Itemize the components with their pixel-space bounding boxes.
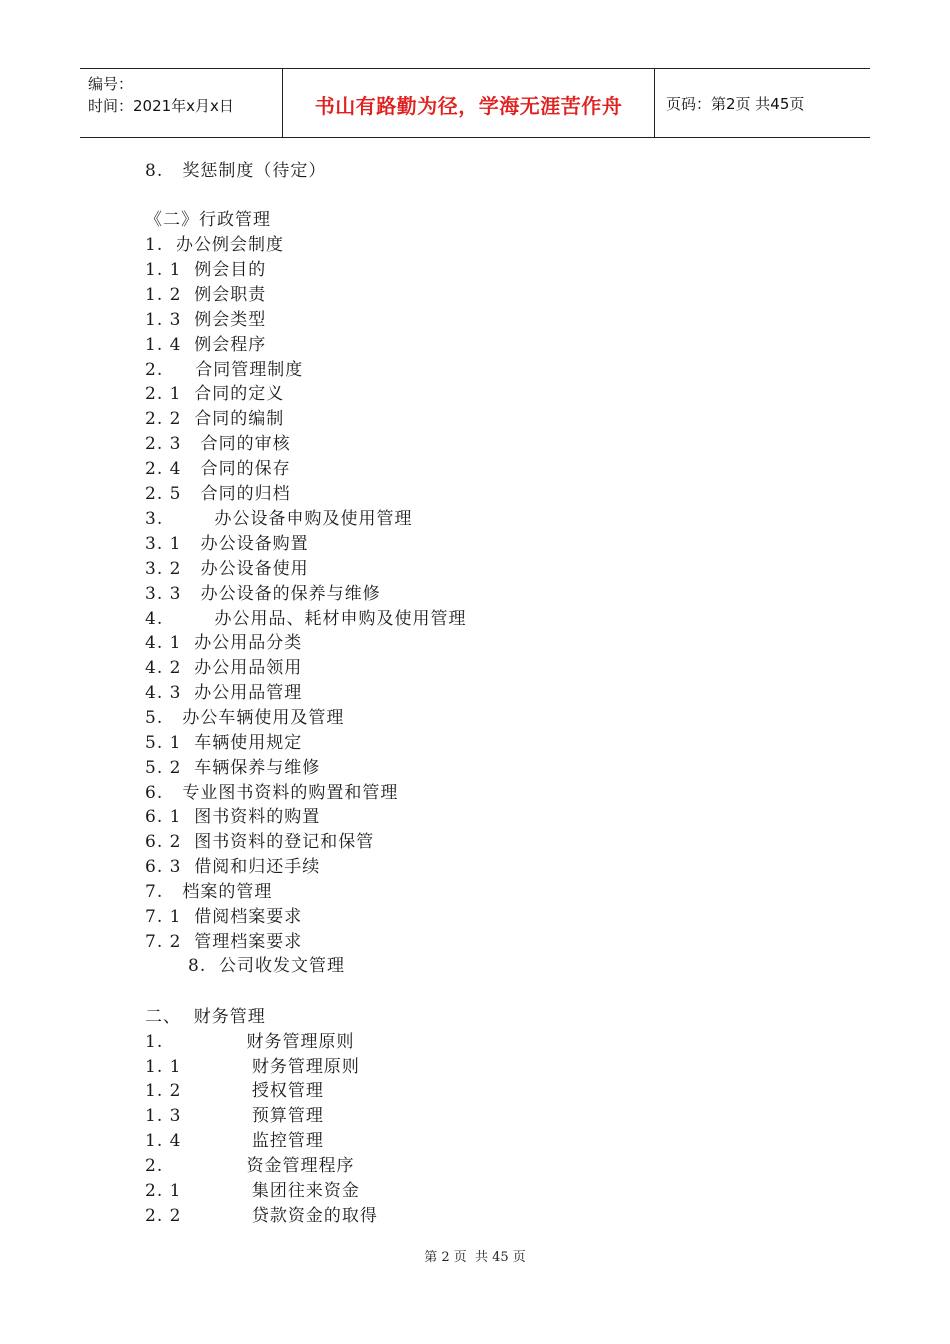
outline-line: 1. 4 监控管理	[145, 1131, 324, 1151]
header-meta	[88, 73, 234, 117]
outline-line: 2. 1 集团往来资金	[145, 1181, 360, 1201]
header-divider	[654, 69, 655, 137]
document-number-label: 编号：	[88, 75, 134, 93]
page-header	[80, 68, 870, 138]
outline-line: 5. 办公车辆使用及管理	[145, 708, 345, 728]
outline-line: 3. 2 办公设备使用	[145, 559, 309, 579]
outline-line: 1. 3 例会类型	[145, 310, 267, 330]
outline-line: 2. 资金管理程序	[145, 1156, 355, 1176]
outline-line: 2. 2 合同的编制	[145, 409, 285, 429]
outline-line: 7. 档案的管理	[145, 882, 273, 902]
outline-line: 6. 专业图书资料的购置和管理	[145, 783, 399, 803]
outline-line: 1. 办公例会制度	[145, 235, 285, 255]
page-footer: 第 2 页 共 45 页	[424, 1250, 526, 1265]
outline-line: 7. 2 管理档案要求	[145, 932, 303, 952]
outline-line: 2. 5 合同的归档	[145, 484, 291, 504]
outline-line: 2. 2 贷款资金的取得	[145, 1206, 378, 1226]
outline-line: 6. 2 图书资料的登记和保管	[145, 832, 375, 852]
outline-line: 8. 奖惩制度（待定）	[145, 161, 327, 181]
outline-line: 7. 1 借阅档案要求	[145, 907, 303, 927]
outline-line: 1. 1 例会目的	[145, 260, 267, 280]
header-page-info: 页码：第2页 共45页	[666, 95, 805, 113]
outline-line: 4. 1 办公用品分类	[145, 633, 303, 653]
outline-line: 4. 2 办公用品领用	[145, 658, 303, 678]
outline-line: 1. 2 例会职责	[145, 285, 267, 305]
outline-line: 2. 1 合同的定义	[145, 384, 285, 404]
outline-line: 2. 合同管理制度	[145, 360, 304, 380]
outline-line: 2. 4 合同的保存	[145, 459, 291, 479]
outline-line: 3. 办公设备申购及使用管理	[145, 509, 413, 529]
outline-line: 5. 1 车辆使用规定	[145, 733, 303, 753]
outline-line: 6. 3 借阅和归还手续	[145, 857, 321, 877]
section-heading: 《二》行政管理	[145, 210, 271, 230]
outline-line: 8. 公司收发文管理	[188, 956, 346, 976]
outline-line: 1. 4 例会程序	[145, 335, 267, 355]
outline-line: 1. 3 预算管理	[145, 1106, 324, 1126]
document-date: 时间：2021年x月x日	[88, 97, 234, 115]
outline-line: 2. 3 合同的审核	[145, 434, 291, 454]
outline-line: 4. 3 办公用品管理	[145, 683, 303, 703]
outline-line: 1. 1 财务管理原则	[145, 1057, 360, 1077]
outline-line: 6. 1 图书资料的购置	[145, 807, 321, 827]
outline-line: 3. 3 办公设备的保养与维修	[145, 584, 381, 604]
outline-line: 1. 财务管理原则	[145, 1032, 355, 1052]
outline-line: 3. 1 办公设备购置	[145, 534, 309, 554]
section-heading: 二、 财务管理	[145, 1007, 266, 1027]
outline-line: 1. 2 授权管理	[145, 1081, 324, 1101]
outline-line: 4. 办公用品、耗材申购及使用管理	[145, 609, 467, 629]
header-motto: 书山有路勤为径，学海无涯苦作舟	[314, 94, 623, 118]
outline-line: 5. 2 车辆保养与维修	[145, 758, 321, 778]
